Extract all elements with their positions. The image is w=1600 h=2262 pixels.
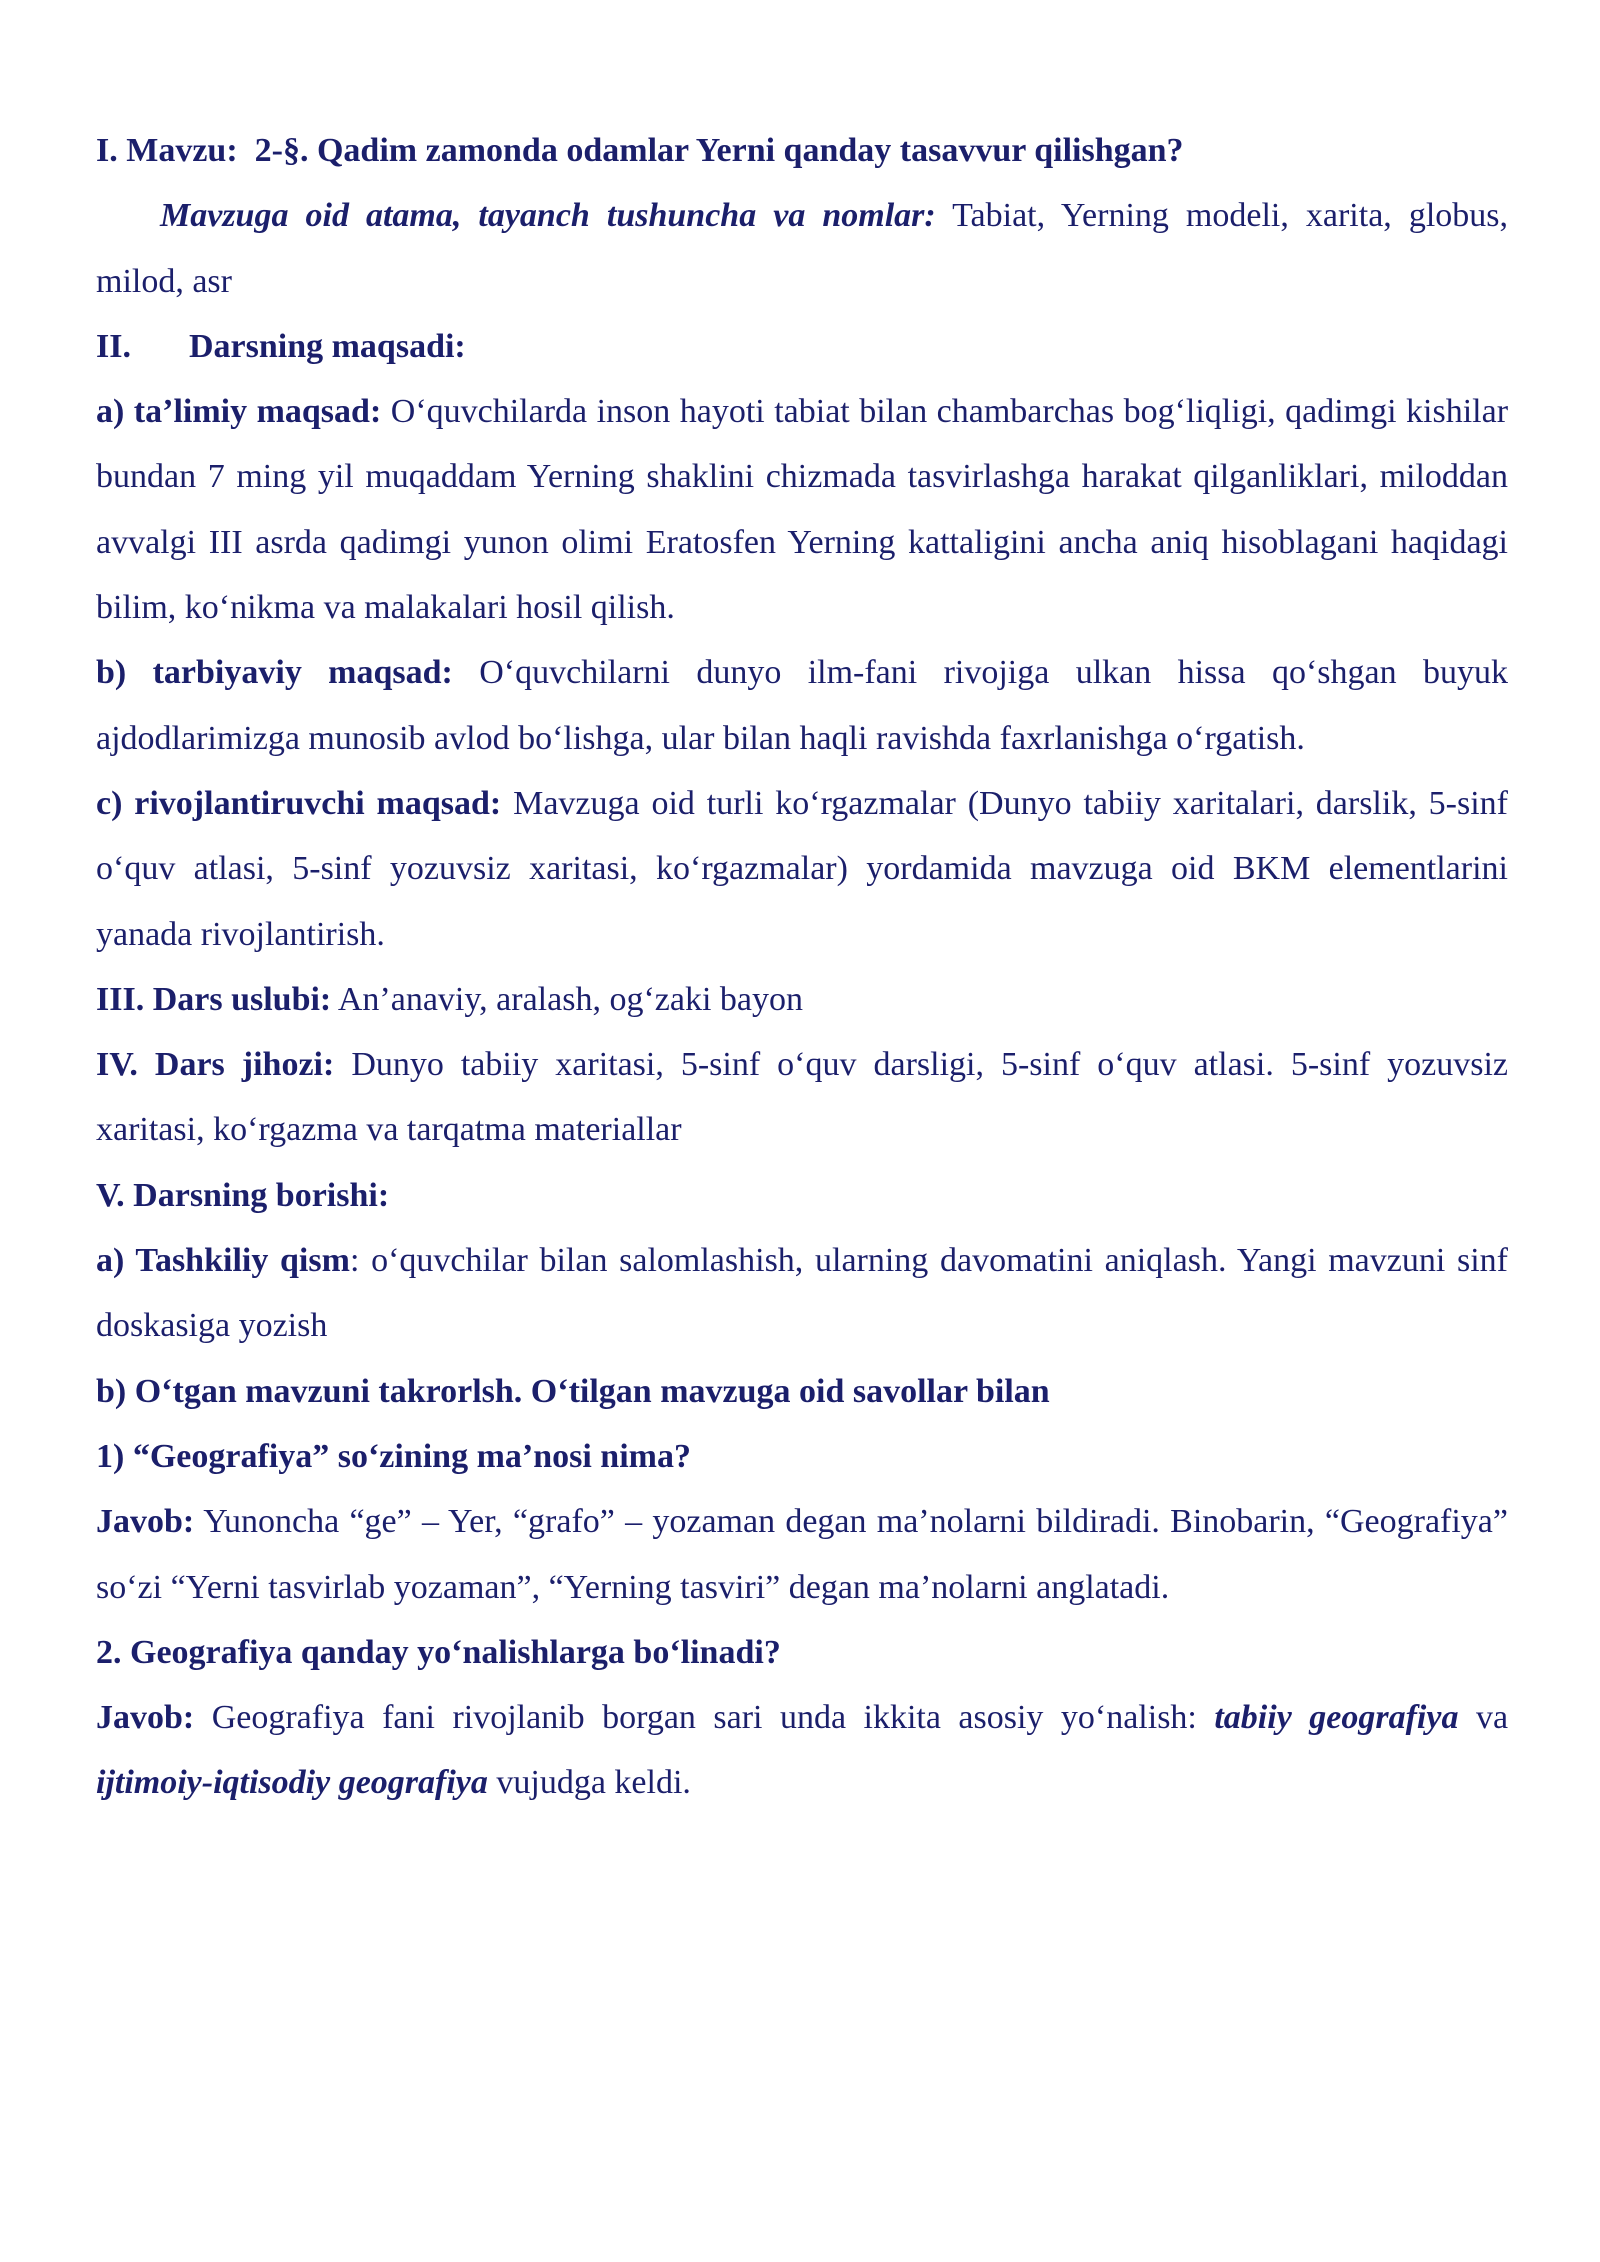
educational-goal-label: a) ta’limiy maqsad:	[96, 393, 382, 431]
document-page	[96, 118, 1508, 1816]
equipment-paragraph	[96, 1032, 1508, 1163]
method-paragraph	[96, 967, 1508, 1032]
organizational-part-label: a) Tashkiliy qism	[96, 1242, 350, 1280]
developmental-goal-paragraph	[96, 771, 1508, 967]
developmental-goal-text: Mavzuga oid turli ko‘rgazmalar (Dunyo tabiiy xaritalari, darslik, 5-sinf o‘quv atlasi, 5-sinf yozuvsiz xaritasi, ko‘rgazmalar) yordamida mavzuga oid BKM elementlarini yanada rivojlantirish.	[96, 784, 1509, 953]
answer-1-label: Javob:	[96, 1503, 195, 1541]
review-heading-text: b) O‘tgan mavzuni takrorlsh. O‘tilgan mavzuga oid savollar bilan	[96, 1372, 1050, 1410]
answer-2-end: vujudga keldi.	[496, 1764, 691, 1802]
answer-2-text: Geografiya fani rivojlanib borgan sari unda ikkita asosiy yo‘nalish:	[211, 1699, 1197, 1737]
upbringing-goal-paragraph	[96, 640, 1508, 771]
answer-2-term-socioeconomic: ijtimoiy-iqtisodiy geografiya	[96, 1764, 488, 1802]
answer-1-text: Yunoncha “ge” – Yer, “grafo” – yozaman degan ma’nolarni bildiradi. Binobarin, “Geografiya” so‘zi “Yerni tasvirlab yozaman”, “Yerning tasviri” degan ma’nolarni anglatadi.	[96, 1503, 1508, 1606]
answer-2-paragraph	[96, 1685, 1508, 1816]
answer-1-paragraph	[96, 1489, 1508, 1620]
organizational-part-text: : o‘quvchilar bilan salomlashish, ularning davomatini aniqlash. Yangi mavzuni sinf doskasiga yozish	[96, 1242, 1508, 1345]
equipment-text: Dunyo tabiiy xaritasi, 5-sinf o‘quv darsligi, 5-sinf o‘quv atlasi. 5-sinf yozuvsiz xaritasi, ko‘rgazma va tarqatma materiallar	[96, 1046, 1509, 1149]
review-heading	[96, 1359, 1508, 1424]
answer-2-and: va	[1475, 1699, 1509, 1737]
educational-goal-paragraph	[96, 379, 1508, 640]
question-1-text: 1) “Geografiya” so‘zining ma’nosi nima?	[96, 1437, 691, 1475]
upbringing-goal-label: b) tarbiyaviy maqsad:	[96, 654, 453, 692]
terms-label: Mavzuga oid atama, tayanch tushuncha va nomlar:	[160, 197, 936, 235]
method-text: An’anaviy, aralash, og‘zaki bayon	[337, 980, 803, 1018]
goals-heading-number: II.	[96, 327, 131, 365]
process-heading-text: V. Darsning borishi:	[96, 1176, 390, 1214]
developmental-goal-label: c) rivojlantiruvchi maqsad:	[96, 784, 502, 822]
topic-title: 2-§. Qadim zamonda odamlar Yerni qanday tasavvur qilishgan?	[254, 132, 1184, 169]
answer-2-label: Javob:	[96, 1699, 195, 1737]
terms-paragraph	[96, 183, 1508, 314]
equipment-label: IV. Dars jihozi:	[96, 1046, 335, 1084]
goals-heading	[96, 314, 1508, 379]
method-label: III. Dars uslubi:	[96, 980, 332, 1018]
question-2-text: 2. Geografiya qanday yo‘nalishlarga bo‘linadi?	[96, 1633, 781, 1671]
topic-line	[96, 118, 1508, 183]
answer-2-term-natural: tabiiy geografiya	[1214, 1699, 1459, 1737]
educational-goal-text: O‘quvchilarda inson hayoti tabiat bilan chambarchas bog‘liqligi, qadimgi kishilar bundan 7 ming yil muqaddam Yerning shaklini chizmada tasvirlashga harakat qilganliklari, miloddan avvalgi III asrda qadimgi yunon olimi Eratosfen Yerning kattaligini ancha aniq hisoblagani haqidagi bilim, ko‘nikma va malakalari hosil qilish.	[96, 393, 1509, 627]
organizational-part-paragraph	[96, 1228, 1508, 1359]
topic-label: I. Mavzu:	[96, 132, 238, 169]
question-1	[96, 1424, 1508, 1489]
process-heading	[96, 1163, 1508, 1228]
terms-text: Tabiat, Yerning modeli, xarita, globus, milod, asr	[96, 197, 1508, 300]
upbringing-goal-text: O‘quvchilarni dunyo ilm-fani rivojiga ulkan hissa qo‘shgan buyuk ajdodlarimizga munosib avlod bo‘lishga, ular bilan haqli ravishda faxrlanishga o‘rgatish.	[96, 654, 1508, 757]
goals-heading-text: Darsning maqsadi:	[188, 327, 466, 365]
question-2	[96, 1620, 1508, 1685]
